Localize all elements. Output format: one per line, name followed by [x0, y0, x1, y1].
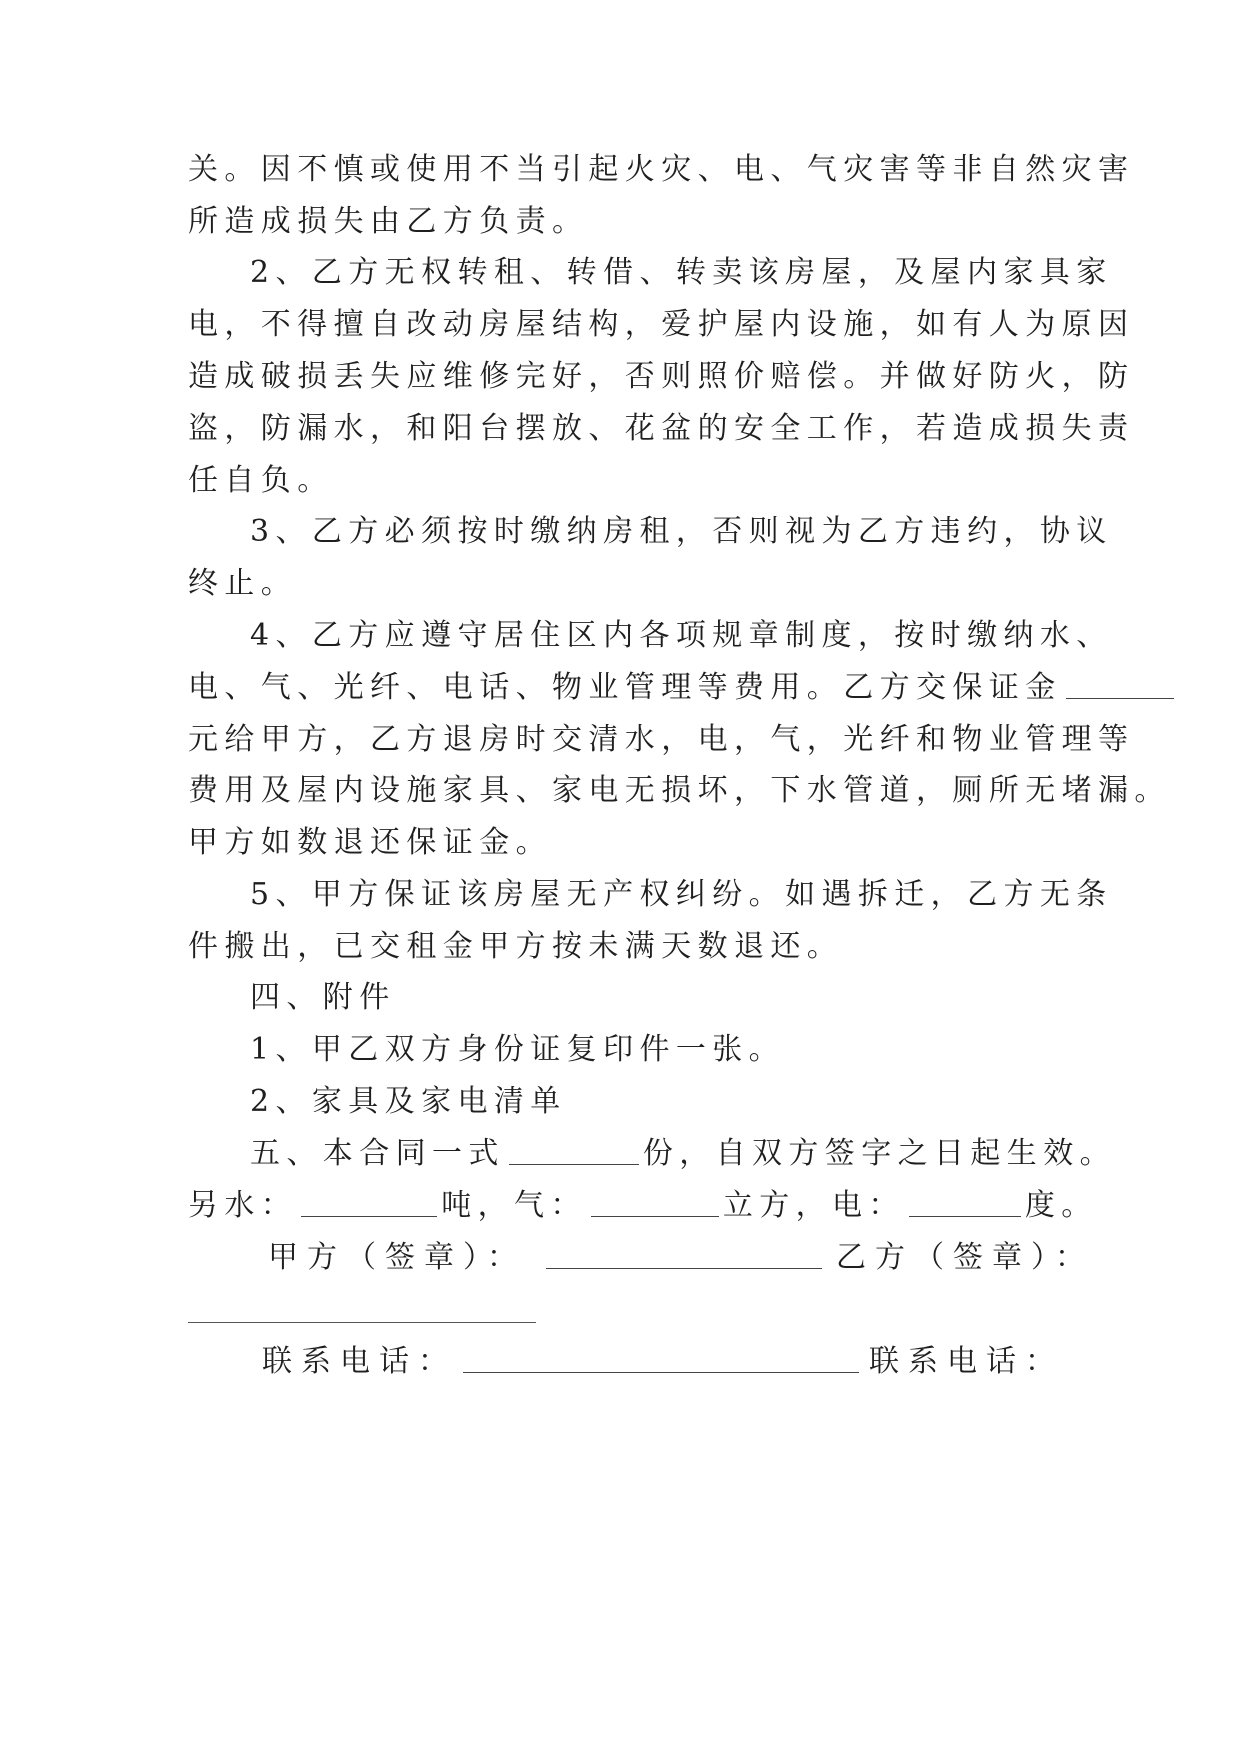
paragraph-line: 4、乙方应遵守居住区内各项规章制度，按时缴纳水、 [250, 618, 1113, 653]
paragraph-line: 造成破损丢失应维修完好，否则照价赔偿。并做好防火，防 [188, 359, 1135, 394]
paragraph-line: 2、乙方无权转租、转借、转卖该房屋，及屋内家具家 [250, 255, 1113, 290]
paragraph-line: 件搬出，已交租金甲方按未满天数退还。 [188, 929, 844, 964]
section-heading: 四、附件 [250, 980, 396, 1015]
water-blank [301, 1216, 437, 1217]
list-item: 2、家具及家电清单 [250, 1084, 567, 1119]
copies-text-after: 份，自双方签字之日起生效。 [642, 1136, 1117, 1171]
party-b-signature-label: 乙方（签章）： [836, 1240, 1094, 1275]
deposit-blank [1066, 698, 1174, 699]
list-item: 1、甲乙双方身份证复印件一张。 [250, 1032, 786, 1067]
water-label: 另水： [188, 1188, 298, 1223]
party-b-phone-label: 联系电话： [869, 1344, 1064, 1379]
party-a-phone-label: 联系电话： [262, 1344, 457, 1379]
copies-text-before: 五、本合同一式 [250, 1136, 505, 1171]
party-a-signature-label: 甲方（签章）： [268, 1240, 526, 1275]
paragraph-line: 3、乙方必须按时缴纳房租，否则视为乙方违约，协议 [250, 514, 1113, 549]
gas-blank [591, 1216, 719, 1217]
gas-label: 吨，气： [441, 1188, 587, 1223]
copies-line [250, 1134, 1116, 1174]
deposit-line [188, 668, 1178, 708]
meter-end-text: 度。 [1024, 1188, 1098, 1223]
phone-line [262, 1342, 1064, 1382]
electric-label: 立方，电： [722, 1188, 905, 1223]
electric-blank [909, 1216, 1021, 1217]
paragraph-line: 5、甲方保证该房屋无产权纠纷。如遇拆迁，乙方无条 [250, 877, 1113, 912]
party-a-phone-blank [463, 1372, 859, 1373]
paragraph-line: 所造成损失由乙方负责。 [188, 204, 589, 239]
signature-line [268, 1238, 1094, 1278]
paragraph-text: 电、气、光纤、电话、物业管理等费用。乙方交保证金 [188, 670, 1062, 705]
party-a-signature-blank [546, 1268, 822, 1269]
paragraph-line: 关。因不慎或使用不当引起火灾、电、气灾害等非自然灾害 [188, 152, 1135, 187]
copies-blank [509, 1164, 639, 1165]
paragraph-line: 盗，防漏水，和阳台摆放、花盆的安全工作，若造成损失责 [188, 411, 1135, 446]
meter-line [188, 1186, 1098, 1226]
paragraph-line: 费用及屋内设施家具、家电无损坏，下水管道，厕所无堵漏。 [188, 773, 1171, 808]
paragraph-line: 元给甲方，乙方退房时交清水，电，气，光纤和物业管理等 [188, 722, 1135, 757]
paragraph-line: 电，不得擅自改动房屋结构，爱护屋内设施，如有人为原因 [188, 307, 1135, 342]
paragraph-line: 终止。 [188, 566, 298, 601]
party-b-signature-blank [188, 1322, 536, 1323]
paragraph-line: 甲方如数退还保证金。 [188, 825, 552, 860]
paragraph-line: 任自负。 [188, 463, 334, 498]
